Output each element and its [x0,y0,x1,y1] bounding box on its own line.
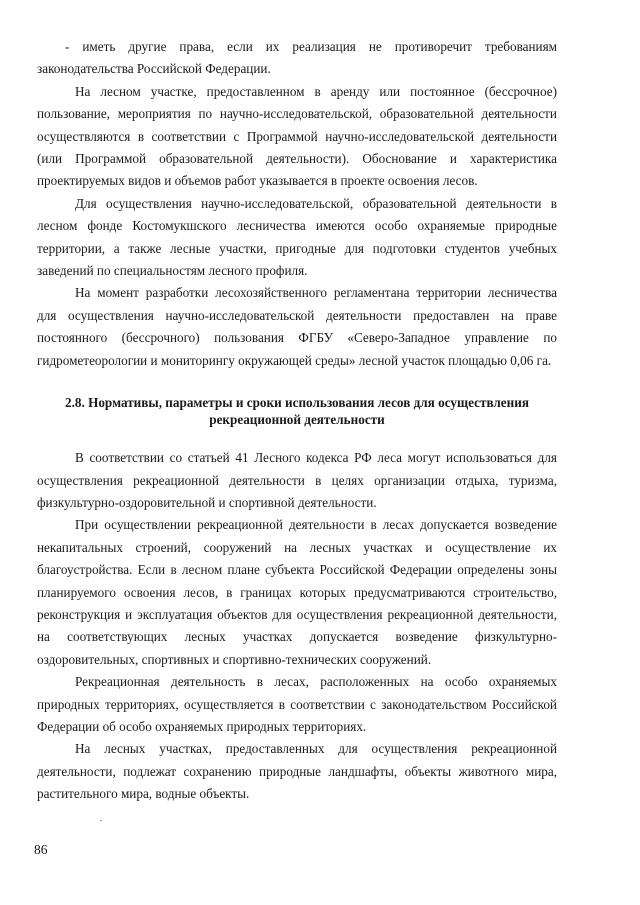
paragraph-landscape-preservation: На лесных участках, предоставленных для осуществления рекреационной деятельности, подлежат сохранению природные ландшафты, объекты животного мира, растительного мира, водные объекты. [37,741,557,802]
page-number: 86 [34,842,48,857]
paragraph-protected-territories: Рекреационная деятельность в лесах, расположенных на особо охраняемых природных территориях, осуществляется в соответствии с законодательством Российской Федерации об особо охраняемых природных территориях. [37,674,557,734]
section-heading: 2.8. Нормативы, параметры и сроки использования лесов для осуществления рекреационной деятельности [65,395,529,428]
document-page [37,36,557,806]
paragraph-lease-activities: На лесном участке, предоставленном в аренду или постоянное (бессрочное) пользование, мероприятия по научно-исследовательской, образовательной деятельности осуществляются в соответствии с Программой научно-исследовательской деятельности (или Программой образовательной деятельности). Обоснование и характеристика проектируемых видов и объемов работ указывается в проекте освоения лесов. [37,83,557,189]
scan-speck [100,820,102,821]
paragraph-land-plot: На момент разработки лесохозяйственного регламентана территории лесничества для осуществления научно-исследовательской деятельности предоставлен на праве постоянного (бессрочного) пользования ФГБУ «Северо-Западное управление по гидрометеорологии и мониторингу окружающей среды» лесной участок площадью 0,06 га. [37,285,557,368]
paragraph-article-41: В соответствии со статьей 41 Лесного кодекса РФ леса могут использоваться для осуществления рекреационной деятельности в целях организации отдыха, туризма, физкультурно-оздоровительной и спортивной деятельности. [37,450,557,510]
paragraph-non-capital-structures: При осуществлении рекреационной деятельности в лесах допускается возведение некапитальных строений, сооружений на лесных участках и осуществление их благоустройства. Если в лесном плане субъекта Российской Федерации определены зоны планируемого освоения лесов, в границах которых предусматриваются строительство, реконструкция и эксплуатация объектов для осуществления рекреационной деятельности, на соответствующих лесных участках допускается возведение физкультурно-оздоровительных, спортивных и спортивно-технических сооружений. [37,517,557,667]
paragraph-protected-areas: Для осуществления научно-исследовательской, образовательной деятельности в лесном фонде Костомукшского лесничества имеются особо охраняемые природные территории, а также лесные участки, пригодные для подготовки студентов учебных заведений по специальностям лесного профиля. [37,195,557,279]
paragraph-rights: - иметь другие права, если их реализация не противоречит требованиям законодательства Российской Федерации. [37,39,557,77]
